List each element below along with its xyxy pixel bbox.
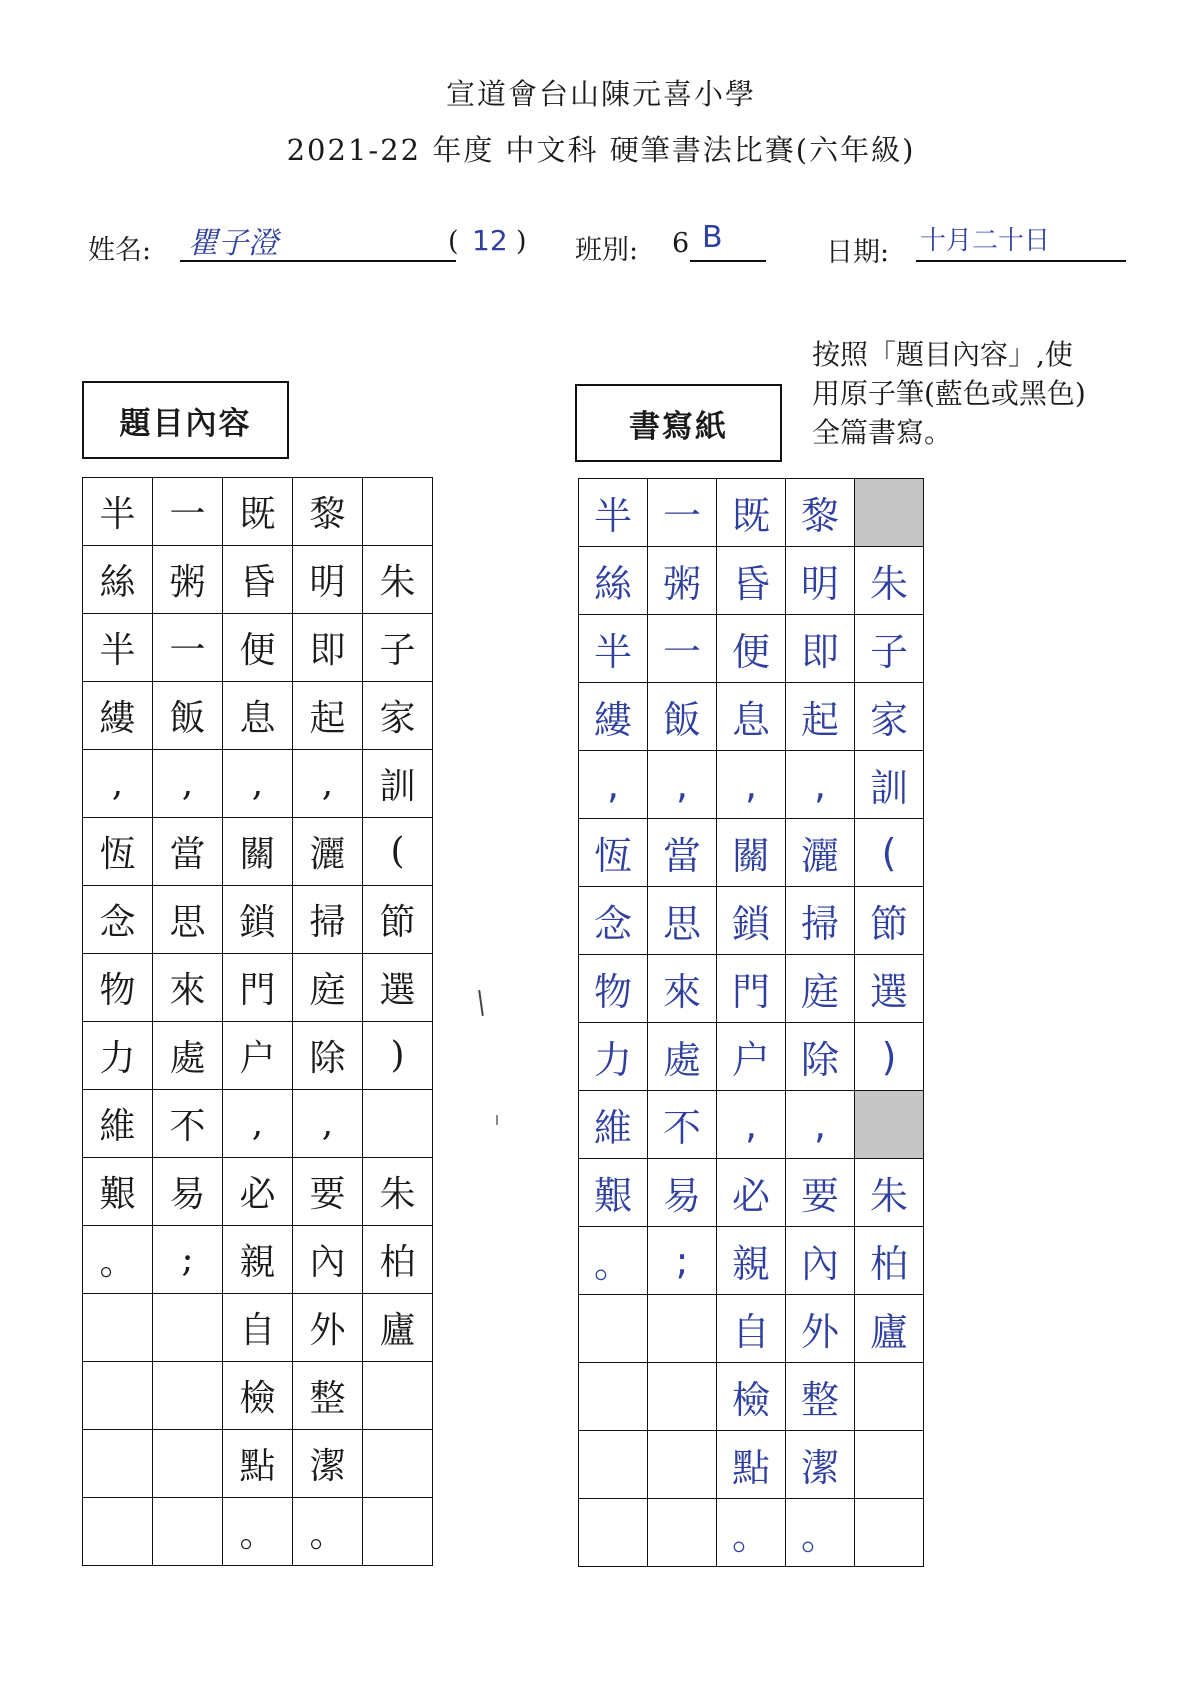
writing-grid-row bbox=[579, 615, 924, 683]
writing-grid-cell: 要 bbox=[786, 1159, 855, 1227]
prompt-grid-cell: 粥 bbox=[153, 546, 223, 614]
writing-grid-cell: , bbox=[648, 751, 717, 819]
prompt-grid-cell: 點 bbox=[223, 1430, 293, 1498]
writing-grid-row bbox=[579, 683, 924, 751]
prompt-grid-cell: 柏 bbox=[363, 1226, 433, 1294]
writing-grid-cell: 念 bbox=[579, 887, 648, 955]
stray-mark bbox=[478, 990, 484, 1016]
prompt-grid-row bbox=[83, 478, 433, 546]
prompt-grid-cell: 明 bbox=[293, 546, 363, 614]
class-prefix: 6 bbox=[672, 228, 690, 259]
prompt-grid-cell: 艱 bbox=[83, 1158, 153, 1226]
writing-grid-cell: 一 bbox=[648, 615, 717, 683]
writing-grid-cell: 自 bbox=[717, 1295, 786, 1363]
prompt-grid-cell: 當 bbox=[153, 818, 223, 886]
writing-grid-cell: 掃 bbox=[786, 887, 855, 955]
writing-grid-cell: 除 bbox=[786, 1023, 855, 1091]
writing-grid-row bbox=[579, 479, 924, 547]
writing-grid-cell: ) bbox=[855, 1023, 924, 1091]
writing-grid-row bbox=[579, 1363, 924, 1431]
prompt-grid-cell bbox=[153, 1498, 223, 1566]
writing-grid-cell: 維 bbox=[579, 1091, 648, 1159]
writing-grid-cell: 灑 bbox=[786, 819, 855, 887]
writing-grid-cell: 即 bbox=[786, 615, 855, 683]
prompt-grid-cell: 鎖 bbox=[223, 886, 293, 954]
prompt-grid-cell: 恆 bbox=[83, 818, 153, 886]
prompt-grid-cell: 户 bbox=[223, 1022, 293, 1090]
writing-grid-cell: 起 bbox=[786, 683, 855, 751]
prompt-grid-cell bbox=[153, 1294, 223, 1362]
prompt-grid-cell: , bbox=[223, 750, 293, 818]
writing-grid-cell: , bbox=[786, 751, 855, 819]
prompt-grid-cell: 便 bbox=[223, 614, 293, 682]
prompt-grid-cell: ( bbox=[363, 818, 433, 886]
prompt-grid-cell: 起 bbox=[293, 682, 363, 750]
writing-grid-cell: 。 bbox=[579, 1227, 648, 1295]
writing-grid-cell: 一 bbox=[648, 479, 717, 547]
prompt-grid-cell: 除 bbox=[293, 1022, 363, 1090]
prompt-grid-cell: , bbox=[223, 1090, 293, 1158]
writing-grid-cell: 訓 bbox=[855, 751, 924, 819]
writing-grid-cell: 檢 bbox=[717, 1363, 786, 1431]
number-value: 12 bbox=[472, 224, 508, 257]
prompt-grid-cell: , bbox=[293, 1090, 363, 1158]
writing-grid-cell: 來 bbox=[648, 955, 717, 1023]
writing-grid-cell: 半 bbox=[579, 615, 648, 683]
prompt-grid-cell: 處 bbox=[153, 1022, 223, 1090]
writing-grid-cell bbox=[579, 1499, 648, 1567]
prompt-grid-cell: ; bbox=[153, 1226, 223, 1294]
prompt-grid-cell: 絲 bbox=[83, 546, 153, 614]
writing-grid-cell: 家 bbox=[855, 683, 924, 751]
prompt-grid-cell bbox=[363, 1498, 433, 1566]
prompt-grid-cell: 維 bbox=[83, 1090, 153, 1158]
writing-grid-row bbox=[579, 955, 924, 1023]
writing-grid-cell: 。 bbox=[786, 1499, 855, 1567]
prompt-grid-row bbox=[83, 886, 433, 954]
prompt-grid-cell bbox=[83, 1430, 153, 1498]
prompt-grid-cell: 自 bbox=[223, 1294, 293, 1362]
prompt-grid-cell: 昏 bbox=[223, 546, 293, 614]
writing-grid-cell: 明 bbox=[786, 547, 855, 615]
writing-grid-cell bbox=[855, 1091, 924, 1159]
writing-grid-cell: 半 bbox=[579, 479, 648, 547]
class-value: B bbox=[690, 220, 766, 262]
prompt-grid-cell bbox=[83, 1362, 153, 1430]
writing-grid-row bbox=[579, 1023, 924, 1091]
writing-grid-cell: 不 bbox=[648, 1091, 717, 1159]
prompt-grid-cell: 掃 bbox=[293, 886, 363, 954]
prompt-grid-row bbox=[83, 682, 433, 750]
name-value: 瞿子澄 bbox=[180, 218, 456, 262]
prompt-grid-cell: 即 bbox=[293, 614, 363, 682]
writing-grid-cell: 點 bbox=[717, 1431, 786, 1499]
writing-grid-cell: ( bbox=[855, 819, 924, 887]
prompt-grid-cell: 檢 bbox=[223, 1362, 293, 1430]
prompt-grid-cell: 來 bbox=[153, 954, 223, 1022]
writing-grid-cell bbox=[579, 1295, 648, 1363]
prompt-grid-row bbox=[83, 614, 433, 682]
prompt-grid-cell: , bbox=[83, 750, 153, 818]
date-value: 十月二十日 bbox=[916, 220, 1126, 262]
instruction-line: 按照「題目內容」,使 bbox=[812, 338, 1073, 371]
prompt-grid-cell: 。 bbox=[83, 1226, 153, 1294]
writing-grid-cell: , bbox=[579, 751, 648, 819]
prompt-grid-cell: 關 bbox=[223, 818, 293, 886]
writing-grid-cell bbox=[648, 1431, 717, 1499]
prompt-grid-cell: 灑 bbox=[293, 818, 363, 886]
prompt-grid-cell bbox=[363, 478, 433, 546]
writing-grid-cell: 選 bbox=[855, 955, 924, 1023]
writing-grid-cell bbox=[648, 1499, 717, 1567]
instruction-line: 全篇書寫。 bbox=[812, 416, 953, 449]
prompt-grid-cell: 易 bbox=[153, 1158, 223, 1226]
writing-grid-row bbox=[579, 1295, 924, 1363]
writing-grid-cell: 便 bbox=[717, 615, 786, 683]
prompt-grid-cell bbox=[83, 1498, 153, 1566]
writing-grid-row bbox=[579, 1227, 924, 1295]
prompt-grid bbox=[82, 477, 433, 1566]
instruction-line: 用原子筆(藍色或黑色) bbox=[812, 377, 1086, 410]
writing-grid-row bbox=[579, 751, 924, 819]
prompt-grid-cell: 半 bbox=[83, 478, 153, 546]
writing-grid-cell: 必 bbox=[717, 1159, 786, 1227]
prompt-grid-cell: 潔 bbox=[293, 1430, 363, 1498]
writing-grid-cell: 易 bbox=[648, 1159, 717, 1227]
prompt-grid-cell bbox=[153, 1430, 223, 1498]
writing-grid-cell: 息 bbox=[717, 683, 786, 751]
prompt-grid-cell: ) bbox=[363, 1022, 433, 1090]
name-label: 姓名: bbox=[88, 235, 152, 266]
writing-grid-cell bbox=[648, 1295, 717, 1363]
prompt-grid-row bbox=[83, 1226, 433, 1294]
prompt-grid-cell: 一 bbox=[153, 478, 223, 546]
prompt-header: 題目內容 bbox=[82, 381, 289, 459]
writing-grid-cell: 黎 bbox=[786, 479, 855, 547]
writing-grid bbox=[578, 478, 924, 1567]
prompt-grid-cell: 要 bbox=[293, 1158, 363, 1226]
writing-header: 書寫紙 bbox=[575, 384, 782, 462]
prompt-grid-cell: 庭 bbox=[293, 954, 363, 1022]
prompt-grid-cell: 。 bbox=[293, 1498, 363, 1566]
writing-grid-cell bbox=[855, 1431, 924, 1499]
writing-grid-cell: 思 bbox=[648, 887, 717, 955]
writing-grid-cell: 關 bbox=[717, 819, 786, 887]
number-open: ( bbox=[448, 226, 459, 257]
prompt-grid-cell bbox=[363, 1090, 433, 1158]
prompt-grid-cell bbox=[83, 1294, 153, 1362]
writing-grid-cell: 庭 bbox=[786, 955, 855, 1023]
writing-grid-cell: 昏 bbox=[717, 547, 786, 615]
writing-grid-row bbox=[579, 1159, 924, 1227]
writing-grid-cell: 親 bbox=[717, 1227, 786, 1295]
writing-grid-cell bbox=[648, 1363, 717, 1431]
prompt-grid-row bbox=[83, 1294, 433, 1362]
writing-grid-cell: 鎖 bbox=[717, 887, 786, 955]
prompt-grid-cell: 訓 bbox=[363, 750, 433, 818]
prompt-grid-cell: 節 bbox=[363, 886, 433, 954]
writing-grid-cell bbox=[579, 1431, 648, 1499]
writing-grid-cell: , bbox=[717, 751, 786, 819]
writing-grid-cell bbox=[855, 1363, 924, 1431]
prompt-grid-cell: 飯 bbox=[153, 682, 223, 750]
prompt-grid-cell: 思 bbox=[153, 886, 223, 954]
number-close: ) bbox=[516, 226, 527, 257]
writing-grid-row bbox=[579, 887, 924, 955]
writing-grid-cell: 柏 bbox=[855, 1227, 924, 1295]
prompt-grid-cell: 息 bbox=[223, 682, 293, 750]
prompt-grid-cell: 不 bbox=[153, 1090, 223, 1158]
prompt-grid-row bbox=[83, 546, 433, 614]
writing-grid-row bbox=[579, 819, 924, 887]
writing-grid-cell: 恆 bbox=[579, 819, 648, 887]
prompt-grid-row bbox=[83, 818, 433, 886]
writing-grid-row bbox=[579, 1499, 924, 1567]
prompt-grid-row bbox=[83, 1430, 433, 1498]
writing-grid-cell: 。 bbox=[717, 1499, 786, 1567]
writing-grid-cell: 絲 bbox=[579, 547, 648, 615]
prompt-grid-cell: 念 bbox=[83, 886, 153, 954]
prompt-grid-cell: 半 bbox=[83, 614, 153, 682]
writing-grid-cell: , bbox=[786, 1091, 855, 1159]
writing-grid-cell: 內 bbox=[786, 1227, 855, 1295]
prompt-grid-cell: 子 bbox=[363, 614, 433, 682]
writing-grid-cell: 力 bbox=[579, 1023, 648, 1091]
prompt-grid-cell: , bbox=[153, 750, 223, 818]
prompt-grid-row bbox=[83, 954, 433, 1022]
instructions bbox=[812, 335, 1192, 452]
prompt-grid-cell: 廬 bbox=[363, 1294, 433, 1362]
prompt-grid-cell: 選 bbox=[363, 954, 433, 1022]
writing-grid-cell: 飯 bbox=[648, 683, 717, 751]
prompt-grid-cell: 。 bbox=[223, 1498, 293, 1566]
school-name: 宣道會台山陳元喜小學 bbox=[445, 77, 756, 111]
writing-grid-cell: , bbox=[717, 1091, 786, 1159]
prompt-grid-row bbox=[83, 750, 433, 818]
prompt-grid-cell: 親 bbox=[223, 1226, 293, 1294]
prompt-grid-cell: 縷 bbox=[83, 682, 153, 750]
prompt-grid-cell bbox=[363, 1362, 433, 1430]
writing-grid-cell: 當 bbox=[648, 819, 717, 887]
prompt-grid-cell: , bbox=[293, 750, 363, 818]
writing-grid-cell: 潔 bbox=[786, 1431, 855, 1499]
prompt-grid-cell bbox=[153, 1362, 223, 1430]
writing-grid-cell: 朱 bbox=[855, 547, 924, 615]
prompt-grid-cell: 力 bbox=[83, 1022, 153, 1090]
prompt-grid-cell: 物 bbox=[83, 954, 153, 1022]
stray-mark bbox=[496, 1115, 498, 1125]
writing-grid-cell: 户 bbox=[717, 1023, 786, 1091]
writing-grid-cell: 既 bbox=[717, 479, 786, 547]
writing-grid-cell: 門 bbox=[717, 955, 786, 1023]
prompt-grid-cell bbox=[363, 1430, 433, 1498]
writing-grid-cell: 外 bbox=[786, 1295, 855, 1363]
prompt-grid-cell: 既 bbox=[223, 478, 293, 546]
writing-grid-row bbox=[579, 1091, 924, 1159]
prompt-grid-row bbox=[83, 1498, 433, 1566]
prompt-grid-row bbox=[83, 1362, 433, 1430]
writing-grid-cell: 物 bbox=[579, 955, 648, 1023]
class-label: 班別: bbox=[575, 235, 639, 266]
prompt-grid-cell: 內 bbox=[293, 1226, 363, 1294]
prompt-grid-row bbox=[83, 1090, 433, 1158]
writing-grid-cell bbox=[855, 1499, 924, 1567]
prompt-grid-cell: 黎 bbox=[293, 478, 363, 546]
writing-grid-cell: 艱 bbox=[579, 1159, 648, 1227]
writing-grid-cell bbox=[855, 479, 924, 547]
writing-grid-cell: 整 bbox=[786, 1363, 855, 1431]
prompt-grid-cell: 外 bbox=[293, 1294, 363, 1362]
prompt-grid-cell: 家 bbox=[363, 682, 433, 750]
writing-grid-cell: 處 bbox=[648, 1023, 717, 1091]
prompt-grid-cell: 整 bbox=[293, 1362, 363, 1430]
writing-grid-row bbox=[579, 547, 924, 615]
date-label: 日期: bbox=[826, 237, 890, 268]
competition-title: 2021-22 年度 中文科 硬筆書法比賽(六年級) bbox=[286, 133, 916, 167]
prompt-grid-cell: 朱 bbox=[363, 546, 433, 614]
writing-grid-cell: 粥 bbox=[648, 547, 717, 615]
prompt-grid-row bbox=[83, 1158, 433, 1226]
writing-grid-row bbox=[579, 1431, 924, 1499]
writing-grid-cell: 子 bbox=[855, 615, 924, 683]
prompt-grid-cell: 門 bbox=[223, 954, 293, 1022]
prompt-grid-cell: 必 bbox=[223, 1158, 293, 1226]
writing-grid-cell bbox=[579, 1363, 648, 1431]
writing-grid-cell: 縷 bbox=[579, 683, 648, 751]
writing-grid-cell: 朱 bbox=[855, 1159, 924, 1227]
prompt-grid-row bbox=[83, 1022, 433, 1090]
prompt-grid-cell: 一 bbox=[153, 614, 223, 682]
writing-grid-cell: 廬 bbox=[855, 1295, 924, 1363]
prompt-grid-cell: 朱 bbox=[363, 1158, 433, 1226]
writing-grid-cell: 節 bbox=[855, 887, 924, 955]
writing-grid-cell: ; bbox=[648, 1227, 717, 1295]
